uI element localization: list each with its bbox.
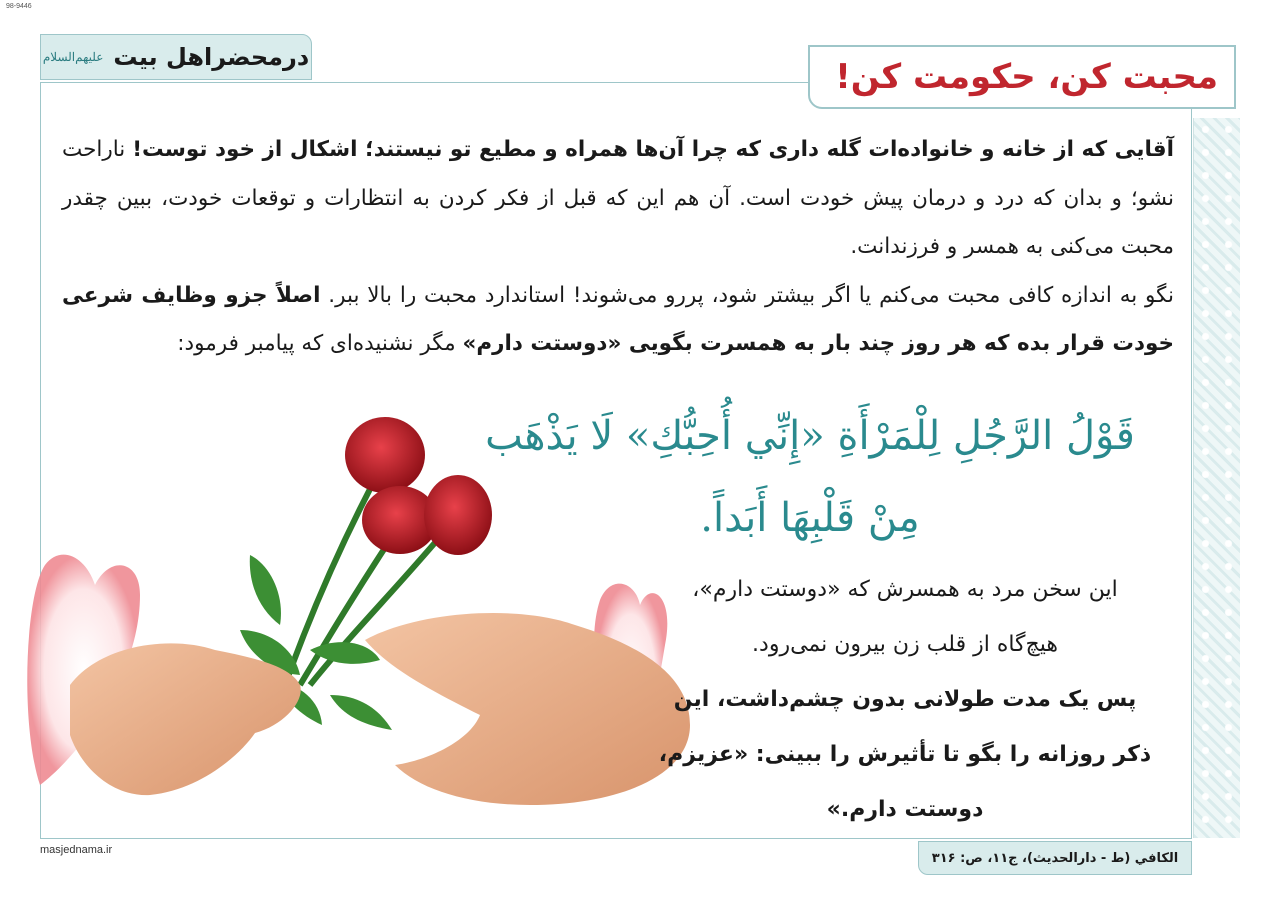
translation-line-3: پس یک مدت طولانی بدون چشم‌داشت، این: [673, 687, 1137, 712]
intro-text-2: نگو به اندازه کافی محبت می‌کنم یا اگر بیشتر شود، پررو می‌شوند! استاندارد محبت را بالا ببر.: [320, 282, 1174, 308]
translation-line-2: هیچ‌گاه از قلب زن بیرون نمی‌رود.: [752, 632, 1058, 657]
hadith-line-2: مِنْ قَلْبِهَا أَبَداً.: [700, 495, 920, 541]
roses-hands-illustration: [0, 395, 700, 835]
section-tab: [40, 34, 312, 80]
decorative-pattern-strip: [1193, 118, 1240, 838]
website-credit: masjednama.ir: [40, 844, 113, 856]
persian-translation: [640, 562, 1170, 837]
intro-bold-1: آقایی که از خانه و خانواده‌ات گله داری که چرا آن‌ها همراه و مطیع تو نیستند؛ اشکال از خود توست!: [132, 137, 1174, 162]
intro-bold-2: اصلاً جزو وظایف شرعی خودت قرار بده که هر روز چند بار به همسرت بگویی «دوستت دارم»: [62, 282, 1174, 356]
document-code: 98-9446: [6, 3, 32, 10]
honorific-calligraphy: علیهم‌السلام: [42, 50, 104, 64]
section-label: درمحضراهل بیت: [113, 43, 310, 71]
title-box: [808, 45, 1236, 109]
translation-line-4: ذکر روزانه را بگو تا تأثیرش را ببینی: «عزیزم،: [658, 742, 1152, 767]
intro-text-1: ناراحت نشو؛ و بدان که درد و درمان پیش خودت است. آن هم این که قبل از فکر کردن به انتظارات و توقعات خودت، ببین چقدر محبت می‌کنی به همسر و فرزندانت.: [62, 137, 1174, 259]
intro-text: [62, 126, 1174, 369]
page-title: محبت کن، حکومت کن!: [835, 57, 1218, 97]
intro-text-3: مگر نشنیده‌ای که پیامبر فرمود:: [177, 331, 463, 356]
translation-line-1: این سخن مرد به همسرش که «دوستت دارم»،: [692, 577, 1118, 602]
translation-line-5: دوستت دارم.»: [826, 797, 984, 822]
hadith-line-1: قَوْلُ الرَّجُلِ لِلْمَرْأَةِ «إِنِّي أُحِبُّكِ» لَا يَذْهَب: [485, 413, 1135, 459]
rose-3: [424, 475, 492, 555]
rose-1: [345, 417, 425, 493]
giving-hands: [70, 643, 301, 795]
source-citation: الکافي (ط - دارالحديث)، ج۱۱، ص: ۳۱۶: [918, 841, 1192, 875]
